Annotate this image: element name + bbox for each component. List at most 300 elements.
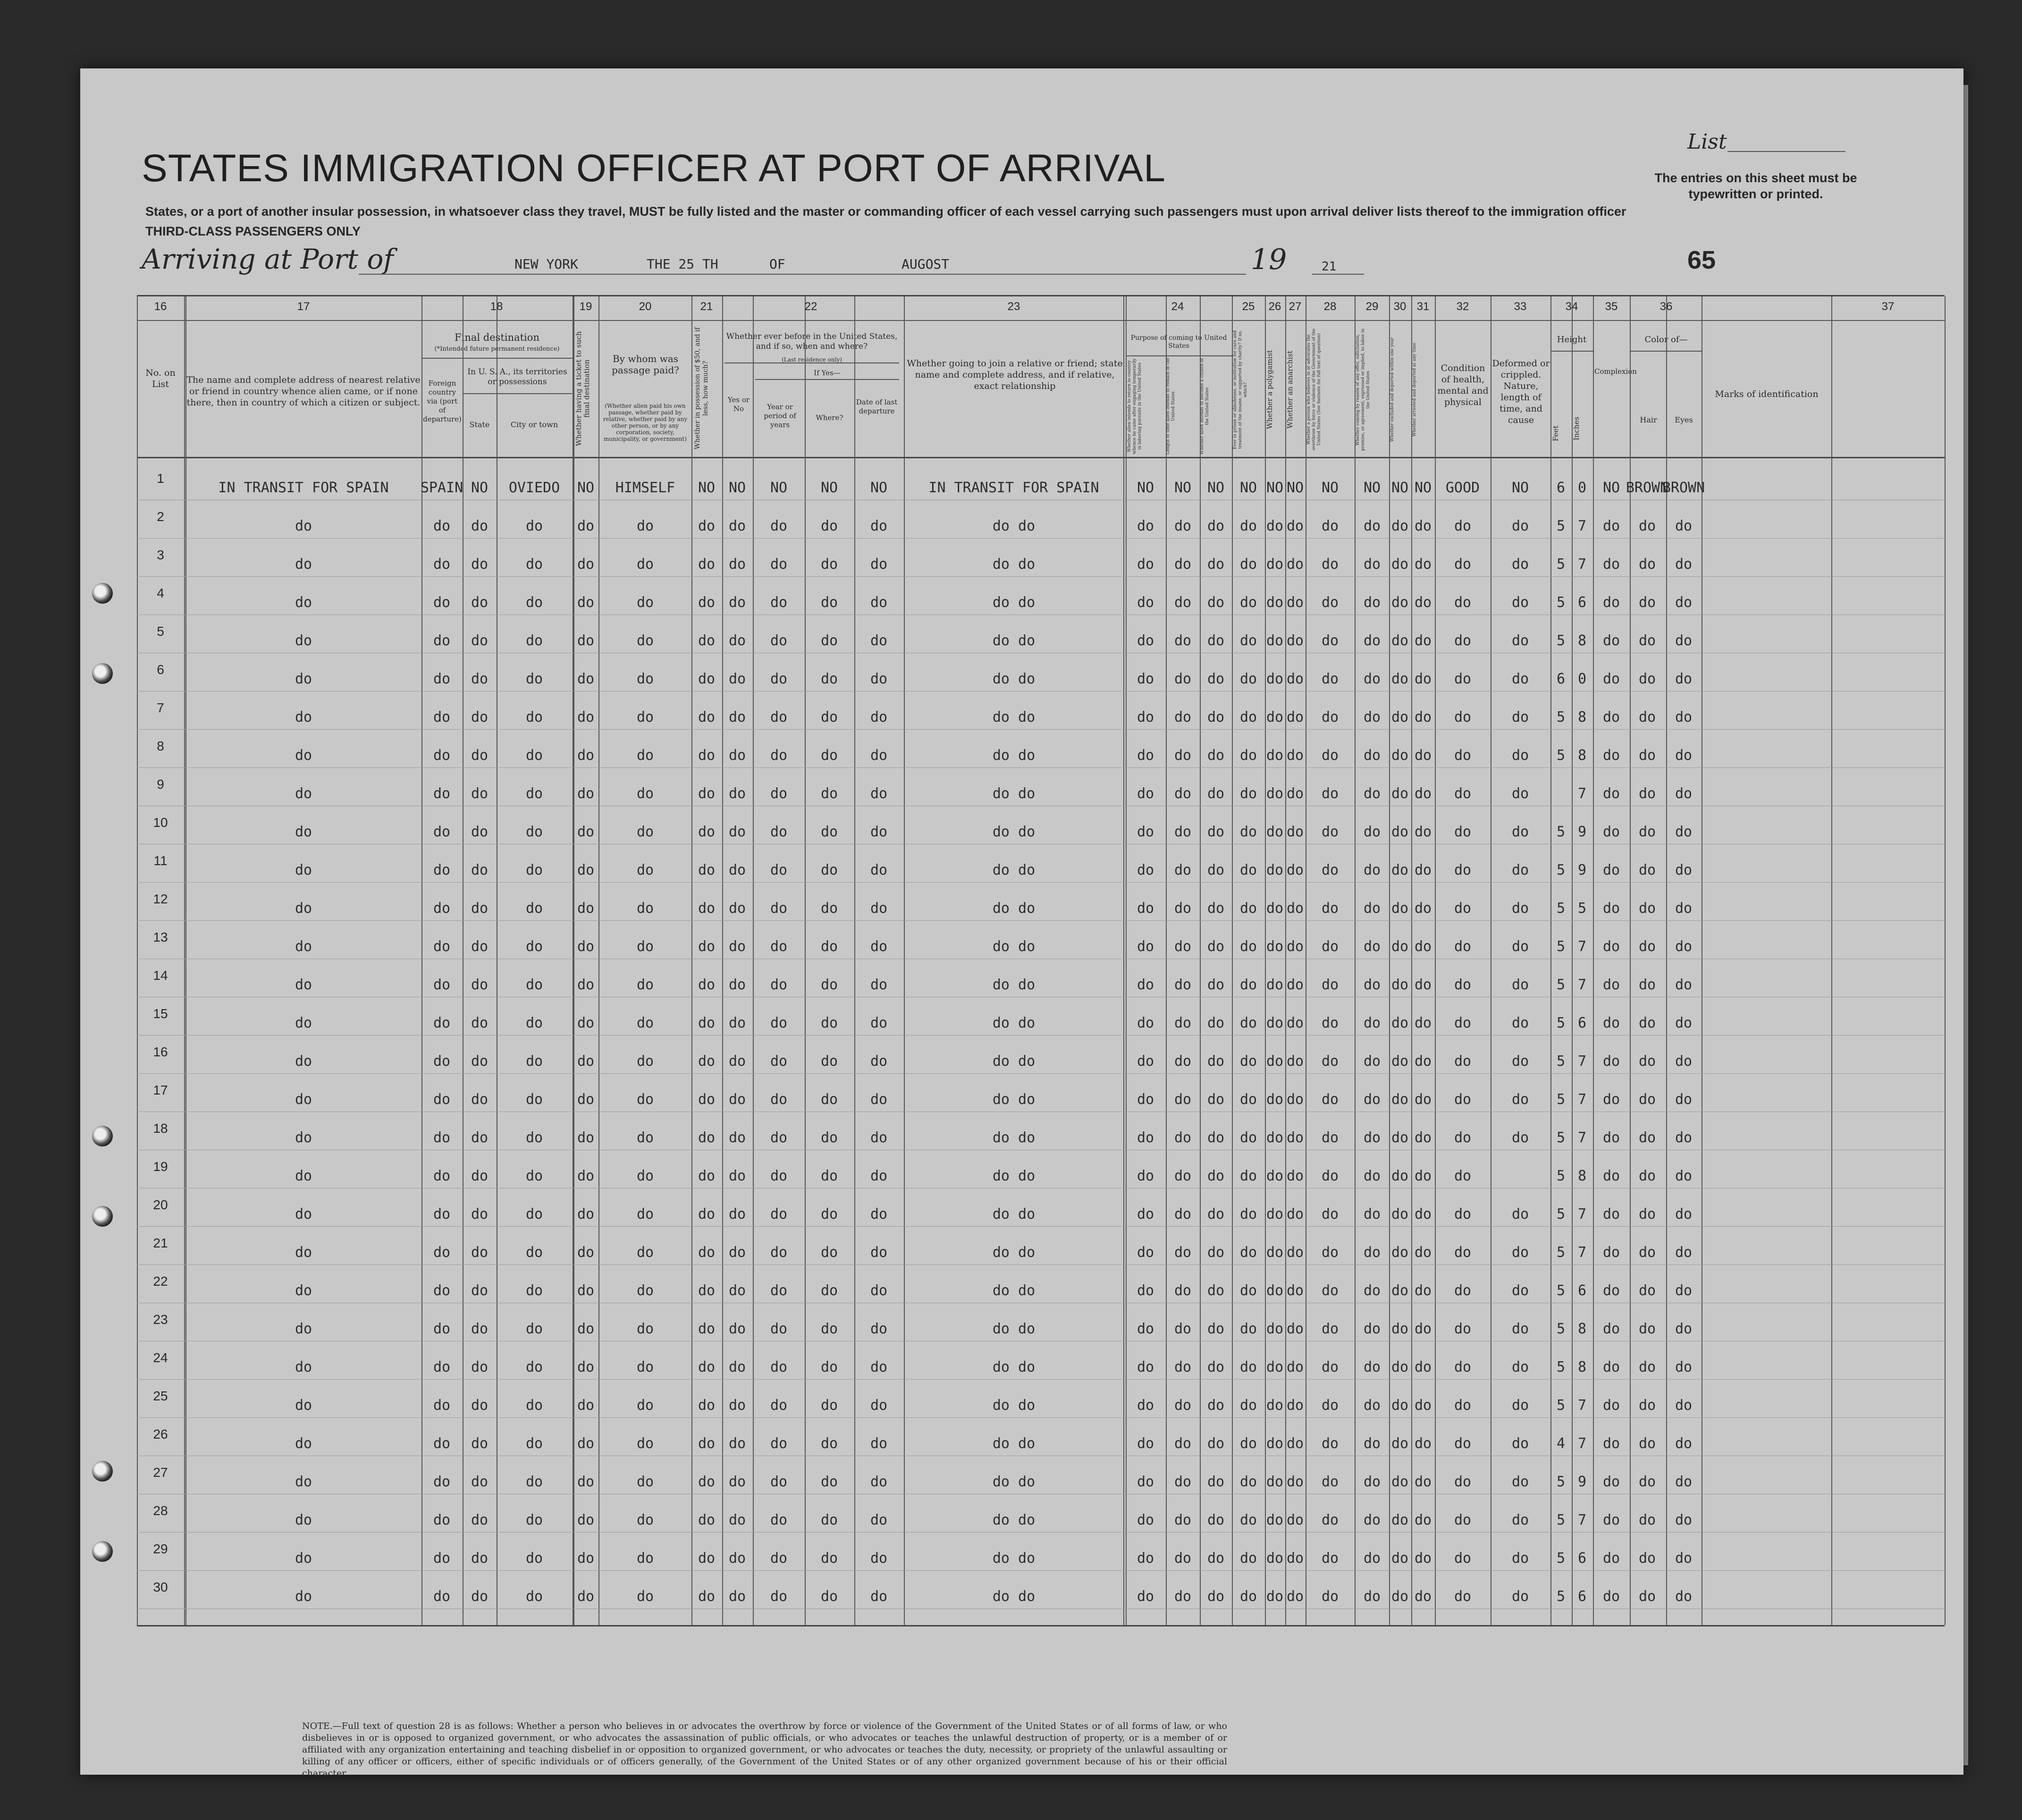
cell-anarch: do <box>1286 1550 1304 1567</box>
cell-fifty: do <box>698 1435 716 1452</box>
cell-city: do <box>525 518 543 534</box>
cell-join: do do <box>992 1359 1036 1375</box>
cell-deformed: do <box>1511 1588 1529 1605</box>
cell-prison: do <box>1239 709 1257 725</box>
cell-polyg: do <box>1266 1129 1284 1146</box>
cell-eyes: do <box>1675 1435 1693 1452</box>
cell-q31: do <box>1414 1588 1432 1605</box>
column-number: 33 <box>1514 300 1527 313</box>
cell-state: do <box>471 518 489 534</box>
cell-ticket: do <box>577 1015 595 1031</box>
cell-hair: do <box>1638 1282 1656 1299</box>
cell-fifty: do <box>698 709 716 725</box>
cell-city: do <box>525 900 543 917</box>
cell-join: do do <box>992 1435 1036 1452</box>
cell-q29: do <box>1363 1206 1381 1222</box>
cell-p-c: do <box>1207 747 1225 764</box>
cell-polyg: do <box>1266 900 1284 917</box>
cell-p-b: do <box>1174 1206 1192 1222</box>
cell-relative: do <box>295 1359 312 1375</box>
cell-city: do <box>525 1129 543 1146</box>
row-rule <box>137 1035 1945 1036</box>
cell-deformed: do <box>1511 671 1529 687</box>
cell-prison: do <box>1239 1435 1257 1452</box>
cell-q31: do <box>1414 1512 1432 1528</box>
cell-polyg: do <box>1266 1359 1284 1375</box>
cell-anarch: NO <box>1286 480 1304 496</box>
header-where: Where? <box>816 413 843 422</box>
cell-complexion: do <box>1602 1588 1620 1605</box>
cell-state: do <box>471 1206 489 1222</box>
cell-inches: 0 <box>1577 480 1587 496</box>
cell-fifty: do <box>698 671 716 687</box>
cell-yes-no: do <box>728 518 746 534</box>
cell-q30: do <box>1391 1015 1409 1031</box>
cell-date: do <box>870 1512 888 1528</box>
column-rule <box>1831 296 1832 1625</box>
cell-p-c: do <box>1207 1512 1225 1528</box>
header-anarchist: Whether an anarchist <box>1286 350 1294 429</box>
cell-relative: do <box>295 1282 312 1299</box>
cell-q30: do <box>1391 1474 1409 1490</box>
manifest-table <box>137 295 1945 1626</box>
cell-anarch: do <box>1286 1168 1304 1184</box>
cell-passage: do <box>636 1359 654 1375</box>
column-number: 34 <box>1565 300 1578 313</box>
cell-p-c: do <box>1207 1550 1225 1567</box>
form-code: 14—450 <box>1152 1779 1183 1788</box>
cell-years: do <box>770 1129 788 1146</box>
cell-p-a: do <box>1137 671 1154 687</box>
cell-fifty: do <box>698 632 716 649</box>
row-number: 25 <box>153 1389 168 1403</box>
cell-fifty: do <box>698 1474 716 1490</box>
cell-hair: do <box>1638 862 1656 878</box>
cell-complexion: do <box>1602 824 1620 840</box>
cell-hair: do <box>1638 1474 1656 1490</box>
column-rule <box>184 296 185 1625</box>
cell-p-a: do <box>1137 1244 1154 1261</box>
cell-yes-no: do <box>728 862 746 878</box>
cell-passage: do <box>636 938 654 955</box>
cell-p-a: do <box>1137 785 1154 802</box>
cell-inches: 7 <box>1577 785 1587 802</box>
cell-foreign: do <box>433 1091 451 1108</box>
cell-p-c: do <box>1207 1588 1225 1605</box>
cell-feet: 5 <box>1556 1474 1566 1490</box>
cell-foreign: do <box>433 977 451 993</box>
cell-where: do <box>820 1206 838 1222</box>
cell-where: do <box>820 1397 838 1414</box>
cell-q31: do <box>1414 594 1432 611</box>
cell-p-a: do <box>1137 862 1154 878</box>
year-suffix: 21 <box>1322 260 1337 274</box>
document-title: STATES IMMIGRATION OFFICER AT PORT OF ARRIVAL <box>142 147 1166 190</box>
cell-q28: do <box>1321 862 1339 878</box>
cell-q28: do <box>1321 1397 1339 1414</box>
cell-yes-no: do <box>728 977 746 993</box>
cell-deformed: do <box>1511 1015 1529 1031</box>
cell-passage: do <box>636 1397 654 1414</box>
cell-q30: do <box>1391 1206 1409 1222</box>
cell-ticket: do <box>577 1282 595 1299</box>
cell-feet: 5 <box>1556 556 1566 573</box>
cell-eyes: do <box>1675 977 1693 993</box>
cell-health: do <box>1454 518 1472 534</box>
cell-join: IN TRANSIT FOR SPAIN <box>928 480 1099 496</box>
cell-q29: do <box>1363 671 1381 687</box>
cell-fifty: do <box>698 1206 716 1222</box>
cell-city: do <box>525 785 543 802</box>
cell-relative: do <box>295 1129 312 1146</box>
cell-q29: do <box>1363 1550 1381 1567</box>
cell-p-a: do <box>1137 1129 1154 1146</box>
cell-p-c: do <box>1207 1206 1225 1222</box>
cell-where: do <box>820 1588 838 1605</box>
cell-q28: do <box>1321 1550 1339 1567</box>
cell-q30: do <box>1391 671 1409 687</box>
cell-fifty: do <box>698 1550 716 1567</box>
cell-date: do <box>870 1321 888 1337</box>
header-date-departure: Date of last departure <box>856 398 898 415</box>
cell-hair: do <box>1638 1359 1656 1375</box>
cell-q29: do <box>1363 1244 1381 1261</box>
cell-join: do do <box>992 785 1036 802</box>
cell-eyes: do <box>1675 1550 1693 1567</box>
cell-q29: do <box>1363 785 1381 802</box>
cell-where: do <box>820 938 838 955</box>
cell-complexion: do <box>1602 1129 1620 1146</box>
cell-health: do <box>1454 594 1472 611</box>
cell-p-c: do <box>1207 977 1225 993</box>
cell-anarch: do <box>1286 671 1304 687</box>
cell-state: do <box>471 1550 489 1567</box>
cell-foreign: do <box>433 1474 451 1490</box>
cell-city: do <box>525 1091 543 1108</box>
cell-deformed: do <box>1511 824 1529 840</box>
cell-p-a: do <box>1137 594 1154 611</box>
cell-hair: do <box>1638 977 1656 993</box>
cell-join: do do <box>992 1168 1036 1184</box>
cell-polyg: do <box>1266 1435 1284 1452</box>
list-line <box>1727 151 1845 152</box>
cell-inches: 8 <box>1577 1321 1587 1337</box>
cell-yes-no: do <box>728 1053 746 1070</box>
row-number: 13 <box>153 930 168 944</box>
cell-fifty: do <box>698 556 716 573</box>
cell-where: do <box>820 1053 838 1070</box>
cell-p-c: do <box>1207 1397 1225 1414</box>
cell-q30: do <box>1391 518 1409 534</box>
cell-relative: do <box>295 632 312 649</box>
row-rule <box>137 920 1945 921</box>
row-number: 2 <box>157 509 164 524</box>
cell-p-c: do <box>1207 671 1225 687</box>
cell-inches: 0 <box>1577 671 1587 687</box>
cell-date: do <box>870 671 888 687</box>
cell-ticket: do <box>577 747 595 764</box>
cell-complexion: do <box>1602 1282 1620 1299</box>
cell-p-a: NO <box>1137 480 1154 496</box>
cell-q31: do <box>1414 556 1432 573</box>
cell-anarch: do <box>1286 556 1304 573</box>
cell-passage: do <box>636 747 654 764</box>
cell-passage: do <box>636 671 654 687</box>
cell-q31: do <box>1414 1129 1432 1146</box>
cell-date: do <box>870 1474 888 1490</box>
column-rule <box>753 296 754 1625</box>
cell-health: do <box>1454 1435 1472 1452</box>
cell-q30: do <box>1391 1512 1409 1528</box>
cell-p-b: do <box>1174 1282 1192 1299</box>
cell-q30: do <box>1391 556 1409 573</box>
column-number: 27 <box>1289 300 1302 313</box>
cell-p-a: do <box>1137 1512 1154 1528</box>
cell-yes-no: do <box>728 1244 746 1261</box>
cell-q30: do <box>1391 900 1409 917</box>
cell-complexion: do <box>1602 1206 1620 1222</box>
cell-deformed: do <box>1511 1359 1529 1375</box>
column-rule <box>805 296 806 1625</box>
cell-polyg: do <box>1266 671 1284 687</box>
cell-complexion: do <box>1602 1053 1620 1070</box>
cell-complexion: do <box>1602 1550 1620 1567</box>
cell-state: do <box>471 938 489 955</box>
cell-join: do do <box>992 862 1036 878</box>
cell-relative: do <box>295 1015 312 1031</box>
cell-state: do <box>471 1091 489 1108</box>
row-number: 14 <box>153 968 168 983</box>
cell-q31: do <box>1414 1091 1432 1108</box>
cell-anarch: do <box>1286 1282 1304 1299</box>
cell-date: do <box>870 1397 888 1414</box>
cell-years: do <box>770 862 788 878</box>
cell-state: NO <box>471 480 489 496</box>
cell-polyg: do <box>1266 1053 1284 1070</box>
cell-deformed: do <box>1511 1550 1529 1567</box>
cell-passage: do <box>636 1435 654 1452</box>
cell-relative: do <box>295 1206 312 1222</box>
cell-state: do <box>471 1588 489 1605</box>
cell-q31: do <box>1414 938 1432 955</box>
cell-yes-no: do <box>728 747 746 764</box>
cell-ticket: do <box>577 1053 595 1070</box>
cell-inches: 7 <box>1577 1244 1587 1261</box>
cell-complexion: do <box>1602 1015 1620 1031</box>
cell-health: do <box>1454 862 1472 878</box>
header-relative: The name and complete address of nearest relative or friend in country whence alien came, or if none there, then in country of which a citizen or subject. <box>186 375 421 408</box>
cell-polyg: do <box>1266 556 1284 573</box>
cell-p-c: do <box>1207 1168 1225 1184</box>
cell-city: do <box>525 1550 543 1567</box>
column-rule <box>598 296 599 1625</box>
header-q31: Whether arrested and deported at any time <box>1412 343 1417 437</box>
cell-prison: do <box>1239 977 1257 993</box>
cell-relative: do <box>295 671 312 687</box>
cell-p-b: do <box>1174 747 1192 764</box>
cell-deformed: do <box>1511 518 1529 534</box>
cell-yes-no: do <box>728 1550 746 1567</box>
cell-complexion: do <box>1602 1244 1620 1261</box>
cell-city: do <box>525 1321 543 1337</box>
cell-inches: 7 <box>1577 518 1587 534</box>
column-rule <box>185 296 186 1625</box>
cell-eyes: do <box>1675 1512 1693 1528</box>
cell-p-a: do <box>1137 824 1154 840</box>
cell-eyes: do <box>1675 1244 1693 1261</box>
cell-feet: 5 <box>1556 1053 1566 1070</box>
cell-p-c: do <box>1207 938 1225 955</box>
cell-years: do <box>770 1282 788 1299</box>
cell-foreign: do <box>433 1244 451 1261</box>
cell-ticket: do <box>577 1168 595 1184</box>
cell-q29: do <box>1363 862 1381 878</box>
header-q30: Whether excluded and deported within one year <box>1390 337 1395 442</box>
cell-q30: do <box>1391 1550 1409 1567</box>
cell-q31: do <box>1414 1206 1432 1222</box>
column-rule <box>1285 296 1286 1625</box>
cell-p-c: do <box>1207 1435 1225 1452</box>
cell-health: do <box>1454 1244 1472 1261</box>
cell-prison: do <box>1239 1282 1257 1299</box>
cell-inches: 7 <box>1577 1512 1587 1528</box>
cell-feet: 6 <box>1556 480 1566 496</box>
cell-where: do <box>820 900 838 917</box>
cell-polyg: do <box>1266 1321 1284 1337</box>
cell-q28: do <box>1321 900 1339 917</box>
cell-p-a: do <box>1137 709 1154 725</box>
cell-where: do <box>820 824 838 840</box>
cell-yes-no: do <box>728 556 746 573</box>
cell-anarch: do <box>1286 1206 1304 1222</box>
cell-deformed: do <box>1511 747 1529 764</box>
cell-inches: 8 <box>1577 1359 1587 1375</box>
cell-foreign: do <box>433 1512 451 1528</box>
row-rule <box>137 538 1945 539</box>
cell-years: do <box>770 1015 788 1031</box>
header-foreign-country: Foreign country via (port of departure) <box>423 379 462 423</box>
cell-deformed: do <box>1511 977 1529 993</box>
cell-p-b: do <box>1174 632 1192 649</box>
cell-q28: do <box>1321 518 1339 534</box>
cell-complexion: do <box>1602 747 1620 764</box>
cell-yes-no: do <box>728 709 746 725</box>
cell-yes-no: do <box>728 1282 746 1299</box>
header-deformed: Deformed or crippled. Nature, length of time, and cause <box>1492 358 1550 425</box>
row-number: 16 <box>153 1045 168 1059</box>
cell-relative: do <box>295 1550 312 1567</box>
cell-ticket: do <box>577 900 595 917</box>
column-rule <box>722 296 723 1625</box>
cell-health: do <box>1454 1168 1472 1184</box>
cell-ticket: do <box>577 785 595 802</box>
cell-q30: do <box>1391 1397 1409 1414</box>
cell-inches: 7 <box>1577 938 1587 955</box>
cell-q31: do <box>1414 1397 1432 1414</box>
cell-ticket: do <box>577 862 595 878</box>
punch-hole <box>92 1541 113 1562</box>
cell-inches: 8 <box>1577 747 1587 764</box>
cell-p-b: do <box>1174 518 1192 534</box>
cell-date: do <box>870 785 888 802</box>
cell-q30: do <box>1391 1435 1409 1452</box>
cell-p-c: do <box>1207 594 1225 611</box>
cell-city: do <box>525 1512 543 1528</box>
cell-q28: do <box>1321 747 1339 764</box>
cell-fifty: do <box>698 862 716 878</box>
cell-inches: 7 <box>1577 977 1587 993</box>
cell-join: do do <box>992 556 1036 573</box>
cell-city: do <box>525 1435 543 1452</box>
cell-join: do do <box>992 1091 1036 1108</box>
cell-q29: do <box>1363 709 1381 725</box>
cell-join: do do <box>992 1550 1036 1567</box>
cell-ticket: do <box>577 518 595 534</box>
cell-eyes: do <box>1675 824 1693 840</box>
cell-join: do do <box>992 1129 1036 1146</box>
cell-q28: do <box>1321 1206 1339 1222</box>
cell-q29: do <box>1363 1168 1381 1184</box>
cell-feet: 5 <box>1556 900 1566 917</box>
cell-p-c: do <box>1207 1015 1225 1031</box>
cell-q28: do <box>1321 556 1339 573</box>
cell-years: do <box>770 1359 788 1375</box>
cell-p-a: do <box>1137 1321 1154 1337</box>
cell-feet: 5 <box>1556 824 1566 840</box>
cell-ticket: do <box>577 556 595 573</box>
cell-deformed: do <box>1511 1053 1529 1070</box>
cell-passage: do <box>636 1550 654 1567</box>
cell-feet: 5 <box>1556 594 1566 611</box>
row-number: 17 <box>153 1083 168 1097</box>
cell-feet: 5 <box>1556 1359 1566 1375</box>
cell-polyg: do <box>1266 1588 1284 1605</box>
cell-years: do <box>770 518 788 534</box>
cell-years: do <box>770 1588 788 1605</box>
cell-state: do <box>471 1015 489 1031</box>
header-polygamist: Whether a polygamist <box>1265 350 1274 430</box>
punch-hole <box>92 1126 113 1146</box>
cell-q30: do <box>1391 1129 1409 1146</box>
manifest-page <box>80 68 1963 1788</box>
cell-feet: 5 <box>1556 1206 1566 1222</box>
row-number: 26 <box>153 1427 168 1441</box>
cell-deformed: do <box>1511 1206 1529 1222</box>
cell-foreign: do <box>433 709 451 725</box>
cell-state: do <box>471 632 489 649</box>
cell-yes-no: do <box>728 1359 746 1375</box>
cell-foreign: do <box>433 900 451 917</box>
cell-health: do <box>1454 1512 1472 1528</box>
cell-hair: BROWN <box>1626 480 1669 496</box>
column-rule <box>573 296 574 1625</box>
cell-eyes: do <box>1675 671 1693 687</box>
cell-q31: do <box>1414 1015 1432 1031</box>
cell-hair: do <box>1638 1397 1656 1414</box>
cell-date: do <box>870 1053 888 1070</box>
row-rule <box>137 1264 1945 1265</box>
column-rule <box>1126 296 1127 1625</box>
cell-hair: do <box>1638 785 1656 802</box>
cell-fifty: do <box>698 1512 716 1528</box>
cell-polyg: do <box>1266 862 1284 878</box>
cell-hair: do <box>1638 900 1656 917</box>
cell-passage: do <box>636 1474 654 1490</box>
cell-yes-no: do <box>728 594 746 611</box>
cell-join: do do <box>992 1015 1036 1031</box>
cell-anarch: do <box>1286 1053 1304 1070</box>
cell-health: do <box>1454 1206 1472 1222</box>
